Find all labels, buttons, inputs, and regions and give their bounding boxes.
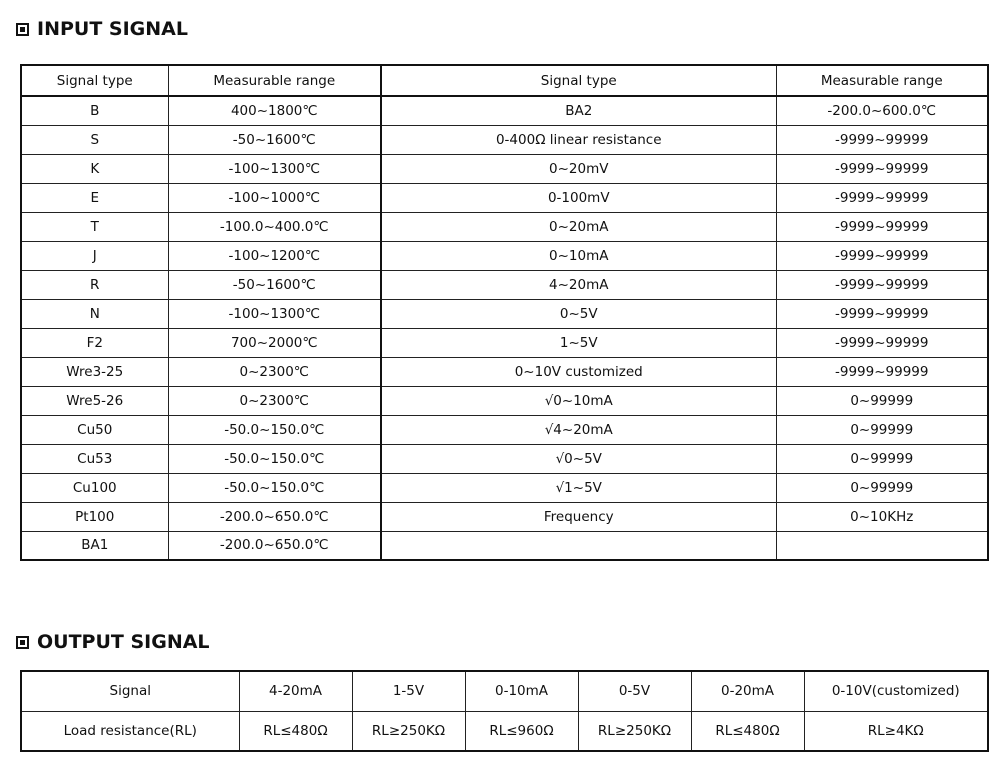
table-cell: E <box>21 183 168 212</box>
table-cell: S <box>21 125 168 154</box>
table-cell: 0~10V customized <box>381 357 776 386</box>
table-cell: 1-5V <box>352 671 465 711</box>
table-cell: -9999~99999 <box>776 183 988 212</box>
table-cell <box>381 531 776 560</box>
table-cell: N <box>21 299 168 328</box>
table-cell: Pt100 <box>21 502 168 531</box>
table-cell: Frequency <box>381 502 776 531</box>
table-cell: -9999~99999 <box>776 154 988 183</box>
table-cell: RL≥250KΩ <box>578 711 691 751</box>
table-cell: Cu53 <box>21 444 168 473</box>
table-row <box>21 473 988 502</box>
table-row <box>21 415 988 444</box>
table-cell: K <box>21 154 168 183</box>
header-signal-type: Signal type <box>21 65 168 96</box>
header-signal-type: Signal type <box>381 65 776 96</box>
table-row <box>21 444 988 473</box>
table-cell: Signal <box>21 671 239 711</box>
table-header-row <box>21 65 988 96</box>
table-cell: 0-5V <box>578 671 691 711</box>
table-cell: -50.0~150.0℃ <box>168 444 381 473</box>
table-cell: 4-20mA <box>239 671 352 711</box>
table-cell: 400~1800℃ <box>168 96 381 125</box>
table-cell: √0~5V <box>381 444 776 473</box>
table-row <box>21 299 988 328</box>
table-cell: 0~2300℃ <box>168 386 381 415</box>
table-cell: -100.0~400.0℃ <box>168 212 381 241</box>
table-cell: 0~20mA <box>381 212 776 241</box>
table-cell: -50~1600℃ <box>168 125 381 154</box>
table-cell: Wre5-26 <box>21 386 168 415</box>
table-cell: Cu100 <box>21 473 168 502</box>
table-row <box>21 328 988 357</box>
table-cell: -9999~99999 <box>776 357 988 386</box>
table-cell: -50.0~150.0℃ <box>168 415 381 444</box>
table-cell: -200.0~600.0℃ <box>776 96 988 125</box>
input-signal-title: INPUT SIGNAL <box>37 18 188 40</box>
header-measurable-range: Measurable range <box>776 65 988 96</box>
table-cell: BA1 <box>21 531 168 560</box>
filled-square-icon <box>16 23 29 36</box>
table-cell: 4~20mA <box>381 270 776 299</box>
table-cell: RL≤480Ω <box>239 711 352 751</box>
output-signal-heading <box>16 631 210 653</box>
output-signal-title: OUTPUT SIGNAL <box>37 631 210 653</box>
table-cell: 0-400Ω linear resistance <box>381 125 776 154</box>
table-cell: 1~5V <box>381 328 776 357</box>
table-cell: RL≥250KΩ <box>352 711 465 751</box>
filled-square-icon <box>16 636 29 649</box>
table-cell: -100~1300℃ <box>168 154 381 183</box>
table-row <box>21 531 988 560</box>
table-row <box>21 241 988 270</box>
table-cell: Cu50 <box>21 415 168 444</box>
table-cell: 0~99999 <box>776 473 988 502</box>
table-cell: 0-20mA <box>691 671 804 711</box>
header-measurable-range: Measurable range <box>168 65 381 96</box>
table-cell: -9999~99999 <box>776 212 988 241</box>
table-cell: 0-10V(customized) <box>804 671 988 711</box>
table-cell: Wre3-25 <box>21 357 168 386</box>
table-cell: RL≤960Ω <box>465 711 578 751</box>
table-row <box>21 671 988 711</box>
table-cell: BA2 <box>381 96 776 125</box>
table-cell: -9999~99999 <box>776 270 988 299</box>
table-cell: 700~2000℃ <box>168 328 381 357</box>
table-cell <box>776 531 988 560</box>
table-row <box>21 212 988 241</box>
table-row <box>21 154 988 183</box>
table-cell: J <box>21 241 168 270</box>
table-cell: 0~20mV <box>381 154 776 183</box>
table-cell: √4~20mA <box>381 415 776 444</box>
table-cell: √1~5V <box>381 473 776 502</box>
table-cell: R <box>21 270 168 299</box>
table-cell: Load resistance(RL) <box>21 711 239 751</box>
table-cell: -9999~99999 <box>776 125 988 154</box>
table-row <box>21 386 988 415</box>
table-cell: -9999~99999 <box>776 241 988 270</box>
table-cell: 0~10KHz <box>776 502 988 531</box>
table-cell: -50.0~150.0℃ <box>168 473 381 502</box>
table-cell: 0~99999 <box>776 444 988 473</box>
input-signal-table <box>20 64 989 561</box>
table-cell: -200.0~650.0℃ <box>168 502 381 531</box>
table-cell: -50~1600℃ <box>168 270 381 299</box>
table-cell: 0-10mA <box>465 671 578 711</box>
table-cell: -9999~99999 <box>776 328 988 357</box>
table-row <box>21 183 988 212</box>
table-row <box>21 270 988 299</box>
table-cell: 0-100mV <box>381 183 776 212</box>
table-cell: 0~5V <box>381 299 776 328</box>
table-cell: √0~10mA <box>381 386 776 415</box>
table-cell: F2 <box>21 328 168 357</box>
table-cell: 0~2300℃ <box>168 357 381 386</box>
table-cell: 0~99999 <box>776 386 988 415</box>
table-cell: RL≥4KΩ <box>804 711 988 751</box>
table-row <box>21 96 988 125</box>
table-row <box>21 357 988 386</box>
output-signal-table <box>20 670 989 752</box>
table-row <box>21 711 988 751</box>
table-cell: -100~1200℃ <box>168 241 381 270</box>
table-cell: -200.0~650.0℃ <box>168 531 381 560</box>
table-cell: B <box>21 96 168 125</box>
table-cell: T <box>21 212 168 241</box>
table-cell: 0~99999 <box>776 415 988 444</box>
table-cell: -100~1000℃ <box>168 183 381 212</box>
table-cell: RL≤480Ω <box>691 711 804 751</box>
table-cell: 0~10mA <box>381 241 776 270</box>
table-cell: -100~1300℃ <box>168 299 381 328</box>
table-cell: -9999~99999 <box>776 299 988 328</box>
table-row <box>21 502 988 531</box>
input-signal-heading <box>16 18 188 40</box>
table-row <box>21 125 988 154</box>
